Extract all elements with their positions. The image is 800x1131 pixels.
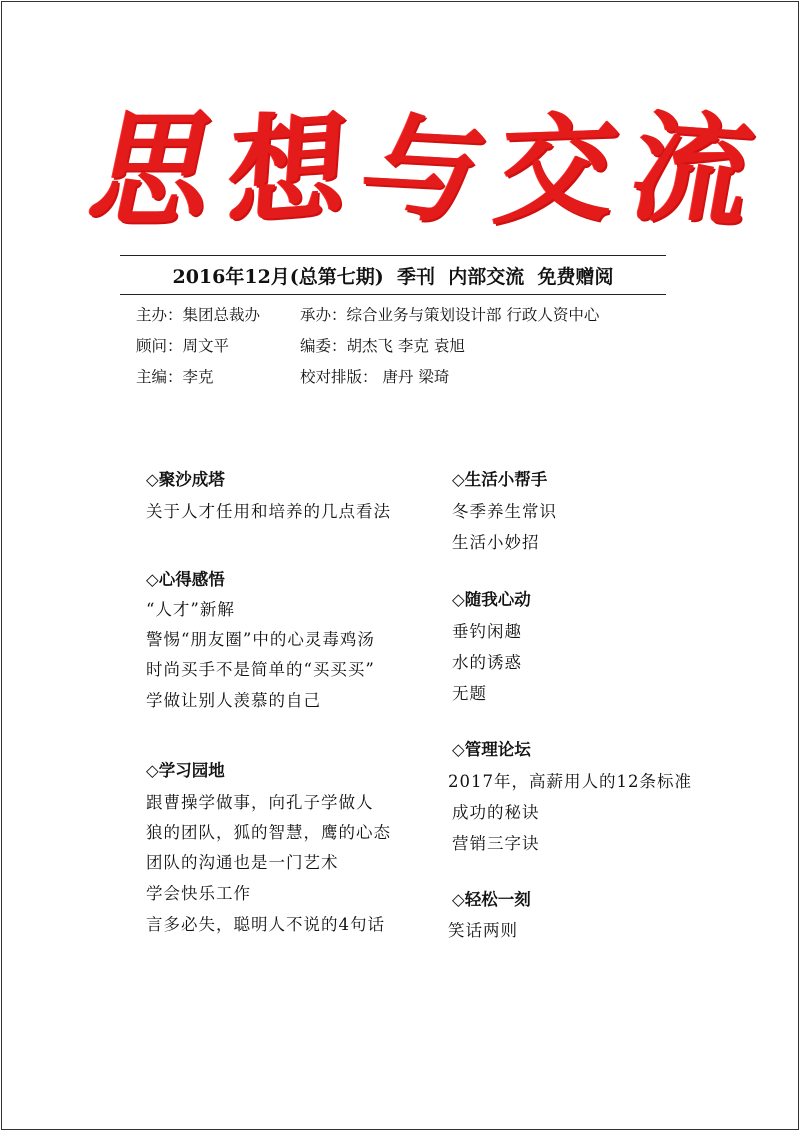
article-link[interactable]: 成功的秘诀 (452, 803, 540, 822)
article-link[interactable]: 生活小妙招 (452, 533, 540, 552)
section-title: ◇轻松一刻 (452, 890, 531, 909)
article-link[interactable]: 垂钓闲趣 (452, 622, 522, 641)
article-link[interactable]: 无题 (452, 684, 487, 703)
article-link[interactable]: 言多必失，聪明人不说的4句话 (146, 915, 385, 934)
credit-sponsor: 主办：集团总裁办 (136, 306, 261, 324)
section-title: ◇随我心动 (452, 590, 531, 609)
issue-frequency: 季刊 (397, 265, 436, 288)
issue-info (120, 258, 666, 292)
masthead-char: 想 (224, 96, 347, 243)
masthead-char: 思 (79, 96, 223, 243)
divider-bottom (120, 294, 666, 295)
credit-chief-editor: 主编：李克 (136, 368, 214, 386)
section-title: ◇学习园地 (146, 761, 225, 780)
article-link[interactable]: 营销三字诀 (452, 834, 540, 853)
article-link[interactable]: 团队的沟通也是一门艺术 (146, 853, 339, 872)
issue-distribution: 免费赠阅 (537, 265, 614, 288)
credit-organizer: 承办：综合业务与策划设计部 行政人资中心 (300, 306, 600, 324)
article-link[interactable]: 时尚买手不是简单的“买买买” (146, 660, 375, 679)
section-title: ◇生活小帮手 (452, 470, 548, 489)
article-link[interactable]: 冬季养生常识 (452, 502, 557, 521)
masthead-char: 交 (488, 98, 621, 241)
credit-advisor: 顾问：周文平 (136, 337, 230, 355)
article-link[interactable]: 关于人才任用和培养的几点看法 (146, 502, 391, 521)
credit-editorial-board: 编委：胡杰飞 李克 袁旭 (300, 337, 465, 355)
section-title: ◇心得感悟 (146, 570, 225, 589)
issue-date: 2016年12月(总第七期) (172, 265, 384, 288)
article-link[interactable]: 狼的团队，狐的智慧，鹰的心态 (146, 823, 391, 842)
credit-proofreading: 校对排版： 唐丹 梁琦 (300, 368, 450, 386)
section-title: ◇管理论坛 (452, 740, 531, 759)
masthead-char: 流 (621, 96, 757, 243)
article-link[interactable]: 学会快乐工作 (146, 884, 251, 903)
masthead-title (79, 95, 757, 245)
article-link[interactable]: 警惕“朋友圈”中的心灵毒鸡汤 (146, 630, 375, 649)
masthead-char: 与 (345, 100, 496, 239)
article-link[interactable]: 跟曹操学做事，向孔子学做人 (146, 793, 374, 812)
divider-top (120, 255, 666, 256)
article-link[interactable]: 笑话两则 (448, 921, 518, 940)
issue-circulation: 内部交流 (448, 265, 525, 288)
article-link[interactable]: 水的诱惑 (452, 653, 522, 672)
article-link[interactable]: 学做让别人羡慕的自己 (146, 691, 321, 710)
section-title: ◇聚沙成塔 (146, 470, 225, 489)
article-link[interactable]: 2017年，高薪用人的12条标准 (448, 772, 692, 791)
article-link[interactable]: “人才”新解 (146, 600, 235, 619)
